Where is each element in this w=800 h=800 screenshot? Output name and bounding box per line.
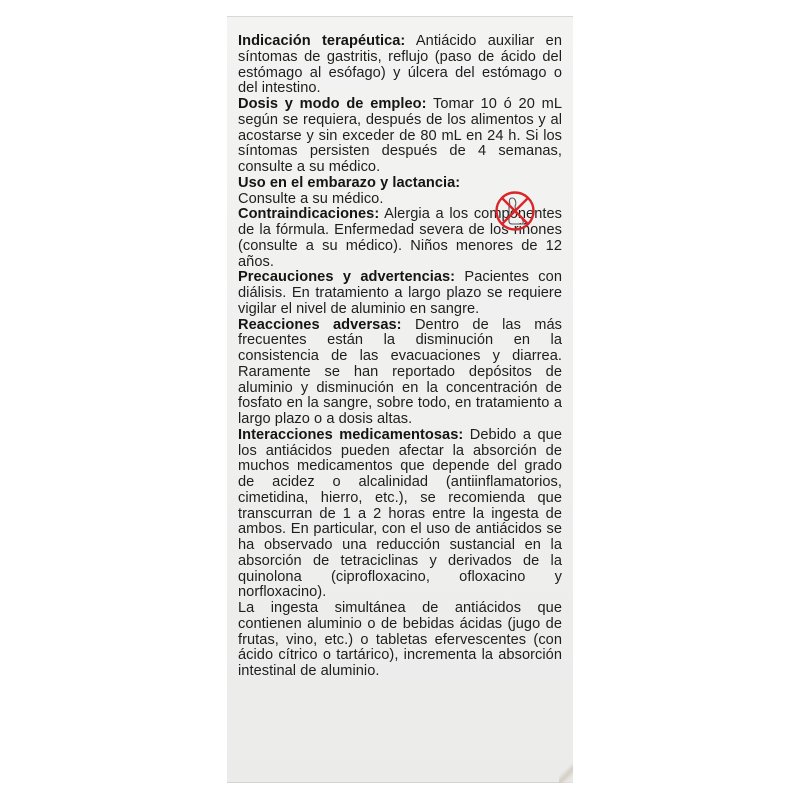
section-ingesta <box>238 601 562 680</box>
section-body: Consulte a su médico. <box>238 190 384 207</box>
section-body: Pacientes con diálisis. En tratamiento a largo plazo se requiere vigilar el nivel de aluminio en sangre. <box>238 269 562 317</box>
section-heading: Contraindicaciones: <box>238 206 380 223</box>
section-dosis <box>238 97 562 176</box>
no-pregnancy-icon <box>494 190 536 232</box>
section-heading: Dosis y modo de empleo: <box>238 96 427 112</box>
section-body: La ingesta simultánea de antiácidos que contienen aluminio o de bebidas ácidas (jugo de frutas, vino, etc.) o tabletas efervescentes (con ácido cítrico o tartárico), incrementa la absorción intestinal de aluminio. <box>238 600 562 679</box>
section-heading: Precauciones y advertencias: <box>238 269 456 286</box>
section-heading: Interacciones medicamentosas: <box>238 426 464 443</box>
section-heading: Uso en el embarazo y lactancia: <box>238 174 461 191</box>
package-insert-panel <box>227 16 573 783</box>
section-body: Tomar 10 ó 20 mL según se requiera, después de los alimentos y al acostarse y sin exceder de 80 mL en 24 h. Si los síntomas persisten después de 4 semanas, consulte a su médico. <box>238 96 562 175</box>
section-interacciones <box>238 428 562 601</box>
section-precauciones <box>238 270 562 317</box>
section-heading: Reacciones adversas: <box>238 316 402 333</box>
section-body: Antiácido auxiliar en síntomas de gastritis, reflujo (paso de ácido del estómago al esófago) y úlcera del estómago o del intestino. <box>238 33 562 97</box>
section-body: Alergia a los componentes de la fórmula. Enfermedad severa de los riñones (consulte a su médico). Niños menores de 12 años. <box>238 206 562 270</box>
section-reacciones <box>238 318 562 428</box>
section-body: Debido a que los antiácidos pueden afectar la absorción de muchos medicamentos que depende del grado de acidez o alcalinidad (antiinflamatorios, cimetidina, hierro, etc.), se recomienda que transcurran de 1 a 2 horas entre la ingesta de ambos. En particular, con el uso de antiácidos se ha observado una reducción sustancial en la absorción de tetraciclinas y derivados de la quinolona (ciprofloxacino, ofloxacino y norfloxacino). <box>238 426 562 601</box>
insert-text <box>238 34 562 680</box>
section-body: Dentro de las más frecuentes están la disminución en la consistencia de las evacuaciones y diarrea. Raramente se han reportado depósitos de aluminio y disminución en la concentración de fosfato en la sangre, sobre todo, en tratamiento a largo plazo o a dosis altas. <box>238 316 562 427</box>
section-heading: Indicación terapéutica: <box>238 33 406 49</box>
section-indicacion <box>238 34 562 97</box>
